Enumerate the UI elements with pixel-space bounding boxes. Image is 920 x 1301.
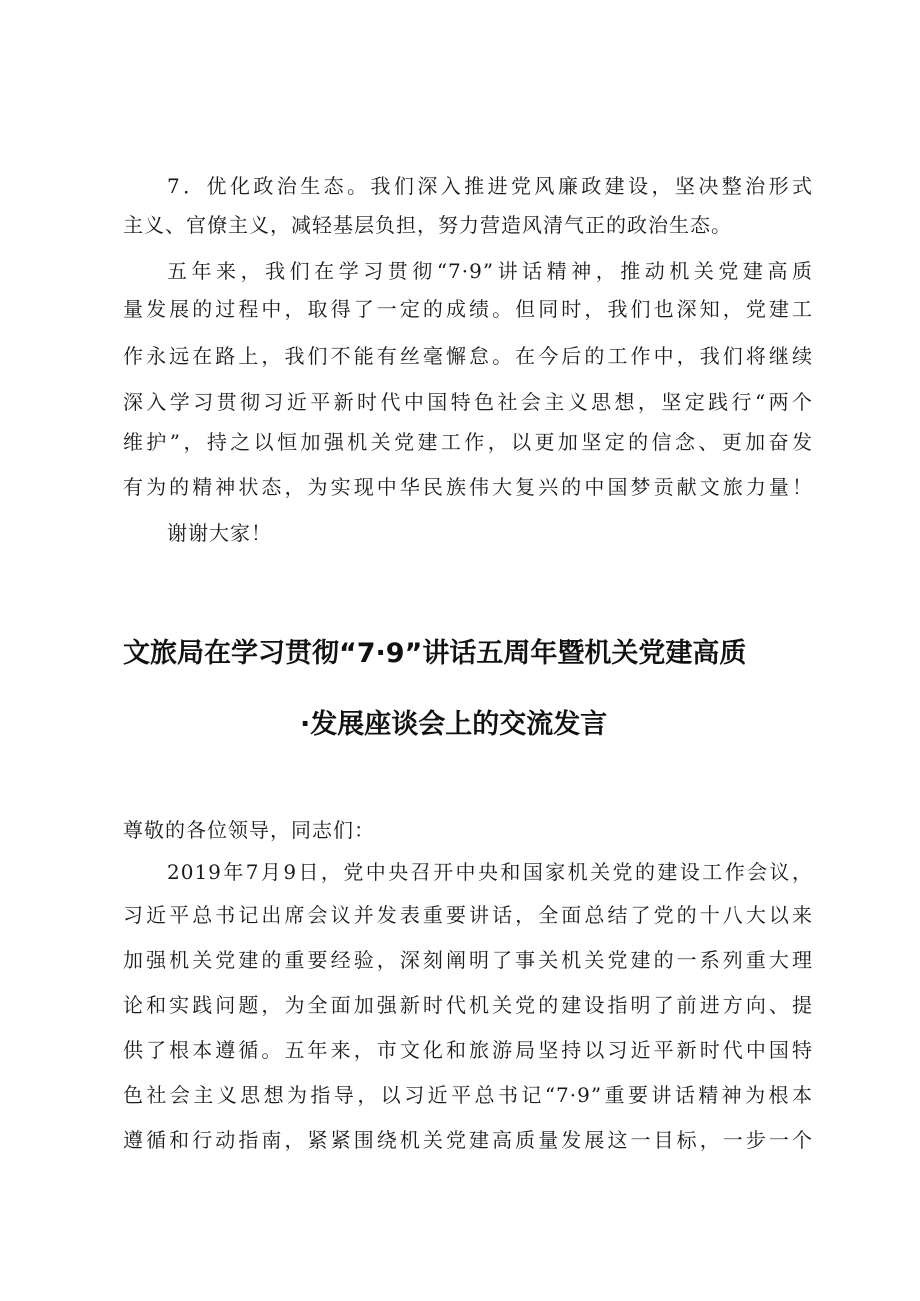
body-line-6: 色社会主义思想为指导，以习近平总书记“7·9”重要讲话精神为根本: [123, 1083, 813, 1107]
item7-line-2: 主义、官僚主义，减轻基层负担，努力营造风清气正的政治生态。: [123, 213, 732, 237]
item7-line-1: 7．优化政治生态。我们深入推进党风廉政建设，坚决整治形式: [167, 174, 813, 198]
conclusion-line-4: 深入学习贯彻习近平新时代中国特色社会主义思想，坚定践行“两个: [123, 390, 813, 414]
article-title-line-2: ·发展座谈会上的交流发言: [300, 709, 608, 740]
thanks-line: 谢谢大家！: [167, 521, 272, 545]
conclusion-line-1: 五年来，我们在学习贯彻“7·9”讲话精神，推动机关党建高质: [167, 259, 813, 283]
salutation: 尊敬的各位领导，同志们：: [123, 818, 375, 842]
conclusion-line-6: 有为的精神状态，为实现中华民族伟大复兴的中国梦贡献文旅力量！: [123, 475, 813, 499]
conclusion-line-3: 作永远在路上，我们不能有丝毫懈怠。在今后的工作中，我们将继续: [123, 344, 813, 368]
body-line-5: 供了根本遵循。五年来，市文化和旅游局坚持以习近平新时代中国特: [123, 1038, 813, 1062]
article-title-line-1: 文旅局在学习贯彻“7·9”讲话五周年暨机关党建高质: [123, 638, 747, 669]
body-line-4: 论和实践问题，为全面加强新时代机关党的建设指明了前进方向、提: [123, 993, 813, 1017]
body-line-1: 2019年7月9日，党中央召开中央和国家机关党的建设工作会议，: [167, 860, 813, 884]
body-line-7: 遵循和行动指南，紧紧围绕机关党建高质量发展这一目标，一步一个: [123, 1128, 813, 1152]
conclusion-line-5: 维护”，持之以恒加强机关党建工作，以更加坚定的信念、更加奋发: [123, 430, 813, 454]
body-line-3: 加强机关党建的重要经验，深刻阐明了事关机关党建的一系列重大理: [123, 948, 813, 972]
conclusion-line-2: 量发展的过程中，取得了一定的成绩。但同时，我们也深知，党建工: [123, 297, 813, 321]
body-line-2: 习近平总书记出席会议并发表重要讲话，全面总结了党的十八大以来: [123, 903, 813, 927]
